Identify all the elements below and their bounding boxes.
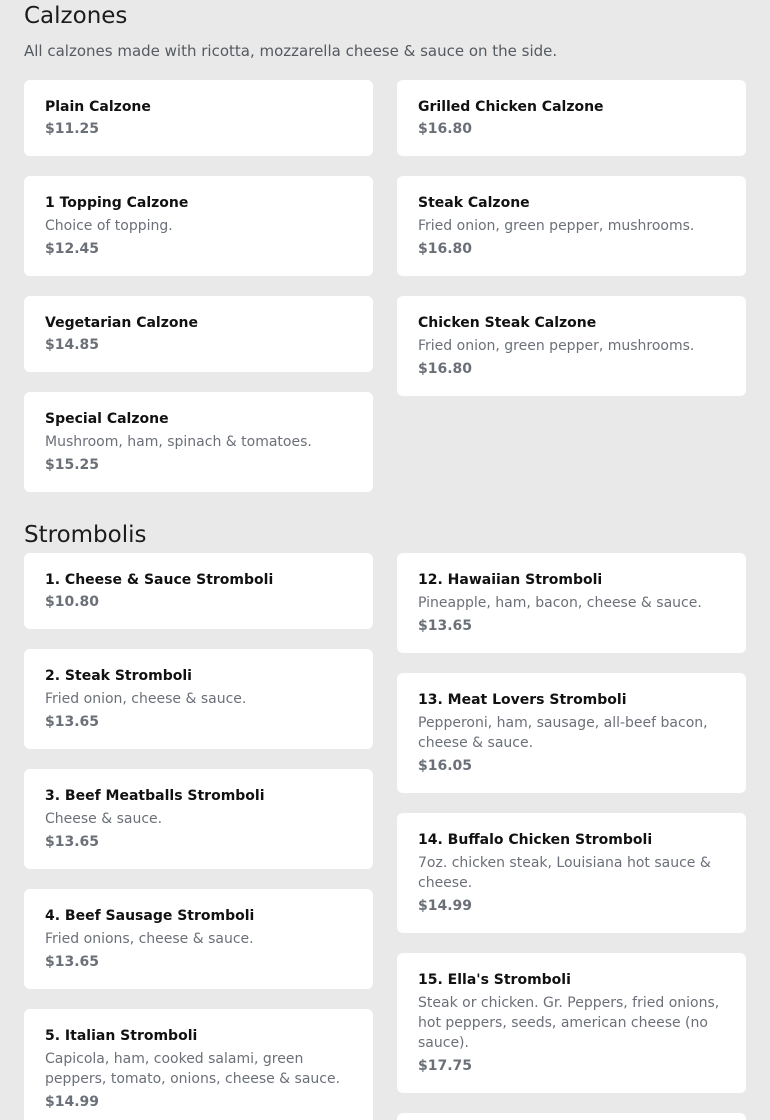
menu-item-card[interactable]: [24, 553, 373, 629]
item-description: Fried onion, green pepper, mushrooms.: [418, 218, 695, 234]
item-description: Pineapple, ham, bacon, cheese & sauce.: [418, 595, 702, 611]
menu-item-card[interactable]: [24, 649, 373, 749]
item-price: $10.80: [45, 594, 100, 610]
item-name: 12. Hawaiian Stromboli: [418, 572, 603, 588]
item-price: $16.80: [418, 241, 473, 257]
item-name: Special Calzone: [45, 411, 169, 427]
menu-item-card[interactable]: [397, 953, 746, 1093]
menu-item-card-partial[interactable]: [397, 1113, 746, 1120]
item-name: 3. Beef Meatballs Stromboli: [45, 788, 265, 804]
menu-item-card[interactable]: [397, 80, 746, 156]
menu-item-card[interactable]: [24, 1009, 373, 1120]
menu-item-card[interactable]: [397, 553, 746, 653]
item-description: Capicola, ham, cooked salami, green peppers, tomato, onions, cheese & sauce.: [45, 1051, 341, 1087]
item-description: Fried onion, cheese & sauce.: [45, 691, 247, 707]
menu-item-card[interactable]: [397, 176, 746, 276]
item-description: Fried onion, green pepper, mushrooms.: [418, 338, 695, 354]
item-description: 7oz. chicken steak, Louisiana hot sauce & cheese.: [418, 855, 711, 891]
item-name: Chicken Steak Calzone: [418, 315, 597, 331]
item-description: Fried onions, cheese & sauce.: [45, 931, 254, 947]
menu-item-card[interactable]: [24, 296, 373, 372]
item-name: Plain Calzone: [45, 99, 151, 115]
item-name: 4. Beef Sausage Stromboli: [45, 908, 255, 924]
item-description: Steak or chicken. Gr. Peppers, fried onions, hot peppers, seeds, american cheese (no sauce).: [418, 995, 720, 1051]
item-name: 13. Meat Lovers Stromboli: [418, 692, 627, 708]
item-name: 5. Italian Stromboli: [45, 1028, 198, 1044]
item-price: $15.25: [45, 457, 100, 473]
section-title-strombolis: Strombolis: [24, 522, 147, 548]
item-price: $13.65: [45, 954, 100, 970]
item-description: Pepperoni, ham, sausage, all-beef bacon, cheese & sauce.: [418, 715, 708, 751]
menu-item-card[interactable]: [24, 769, 373, 869]
menu-item-card[interactable]: [24, 80, 373, 156]
menu-item-card[interactable]: [397, 673, 746, 793]
item-price: $13.65: [45, 714, 100, 730]
item-price: $16.80: [418, 361, 473, 377]
item-price: $11.25: [45, 121, 100, 137]
item-description: Choice of topping.: [45, 218, 173, 234]
section-title-calzones: Calzones: [24, 3, 128, 29]
section-description-calzones: All calzones made with ricotta, mozzarella cheese & sauce on the side.: [24, 42, 558, 60]
menu-item-card[interactable]: [24, 176, 373, 276]
item-price: $14.99: [418, 898, 473, 914]
menu-item-card[interactable]: [397, 813, 746, 933]
item-price: $13.65: [418, 618, 473, 634]
item-price: $14.99: [45, 1094, 100, 1110]
item-name: 15. Ella's Stromboli: [418, 972, 571, 988]
item-price: $13.65: [45, 834, 100, 850]
item-name: Grilled Chicken Calzone: [418, 99, 604, 115]
item-name: 14. Buffalo Chicken Stromboli: [418, 832, 653, 848]
item-price: $14.85: [45, 337, 100, 353]
item-name: 2. Steak Stromboli: [45, 668, 192, 684]
item-name: 1 Topping Calzone: [45, 195, 189, 211]
item-name: 1. Cheese & Sauce Stromboli: [45, 572, 274, 588]
menu-item-card[interactable]: [397, 296, 746, 396]
menu-item-card[interactable]: [24, 889, 373, 989]
item-price: $16.80: [418, 121, 473, 137]
item-name: Vegetarian Calzone: [45, 315, 198, 331]
item-description: Cheese & sauce.: [45, 811, 163, 827]
item-description: Mushroom, ham, spinach & tomatoes.: [45, 434, 312, 450]
item-price: $16.05: [418, 758, 473, 774]
item-price: $12.45: [45, 241, 100, 257]
item-name: Steak Calzone: [418, 195, 530, 211]
menu-item-card[interactable]: [24, 392, 373, 492]
item-price: $17.75: [418, 1058, 473, 1074]
